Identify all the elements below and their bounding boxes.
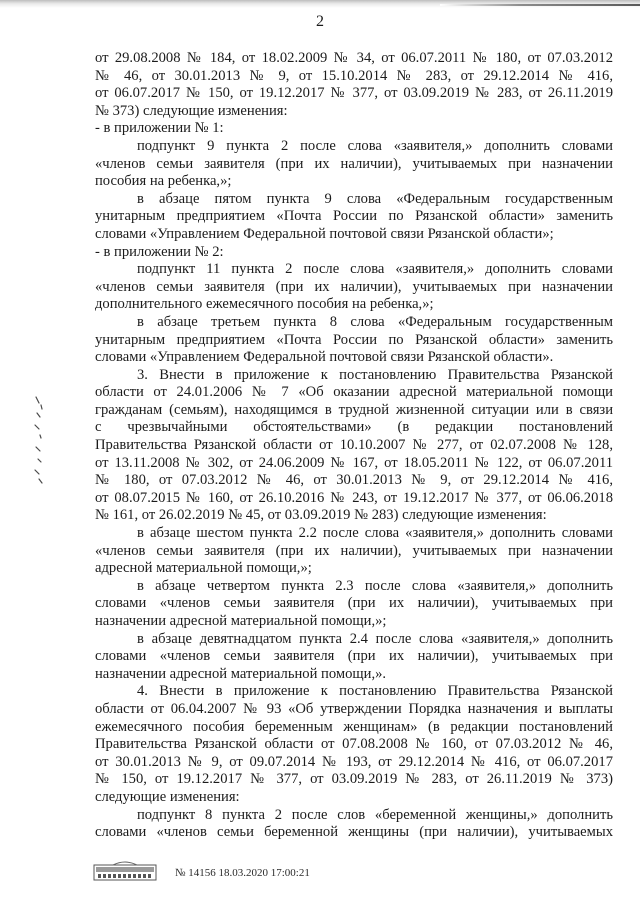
paragraph [95, 314, 613, 367]
text-line: словами «Управлением Федеральной почтовой связи Рязанской области»; [95, 225, 554, 242]
page-number: 2 [316, 13, 324, 30]
text-line: подпункт 8 пункта 2 после слов «беременной женщины,» дополнить [137, 806, 613, 823]
registration-stamp [93, 859, 157, 883]
text-line: от 30.01.2013 № 9, от 09.07.2014 № 193, от 29.12.2014 № 416, от 06.07.2017 [95, 753, 613, 770]
text-line: назначении адресной материальной помощи,». [95, 665, 387, 682]
text-line: в абзаце девятнадцатом пункта 2.4 после слова «заявителя,» дополнить [137, 630, 613, 647]
text-line: области от 06.04.2007 № 93 «Об утверждении Порядка назначения и выплаты [95, 700, 613, 717]
text-line: адресной материальной помощи,»; [95, 560, 312, 577]
paragraph [95, 138, 613, 191]
text-line: № 161, от 26.02.2019 № 45, от 03.09.2019 № 283) следующие изменения: [95, 507, 547, 524]
text-line: № 373) следующие изменения: [95, 102, 288, 119]
paragraph [95, 525, 613, 578]
text-line: дополнительного ежемесячного пособия на ребенка,»; [95, 296, 434, 313]
paragraph [95, 120, 613, 138]
text-line: от 13.11.2008 № 302, от 24.06.2009 № 167, от 18.05.2011 № 122, от 06.07.2011 [95, 454, 613, 471]
paragraph [95, 683, 613, 806]
text-line: гражданам (семьям), находящимся в трудной жизненной ситуации или в связи [95, 401, 613, 418]
text-line: от 29.08.2008 № 184, от 18.02.2009 № 34, от 06.07.2011 № 180, от 07.03.2012 [95, 50, 613, 66]
text-line: Правительства Рязанской области от 10.10.2007 № 277, от 02.07.2008 № 128, [95, 437, 613, 454]
text-line: - в приложении № 2: [95, 243, 224, 260]
text-line: от 06.07.2017 № 150, от 19.12.2017 № 377, от 03.09.2019 № 283, от 26.11.2019 [95, 85, 613, 102]
text-line: словами «Управлением Федеральной почтовой связи Рязанской области». [95, 349, 554, 366]
text-line: подпункт 11 пункта 2 после слова «заявителя,» дополнить словами [137, 261, 613, 278]
paragraph [95, 367, 613, 525]
text-line: 4. Внести в приложение к постановлению Правительства Рязанской [137, 683, 613, 700]
text-line: с чрезвычайными обстоятельствами» (в редакции постановлений [95, 419, 613, 436]
text-line: словами «членов семьи беременной женщины (при наличии), учитываемых [95, 824, 613, 841]
text-line: подпункт 9 пункта 2 после слова «заявителя,» дополнить словами [137, 137, 613, 154]
margin-marks [30, 395, 52, 485]
paragraph [95, 631, 613, 684]
text-line: следующие изменения: [95, 788, 240, 805]
text-line: назначении адресной материальной помощи,»; [95, 613, 387, 629]
paragraph [95, 244, 613, 262]
text-line: 3. Внести в приложение к постановлению Правительства Рязанской [137, 366, 613, 383]
text-line: унитарным предприятием «Почта России по Рязанской области» заменить [95, 208, 613, 225]
text-line: № 150, от 19.12.2017 № 377, от 03.09.2019 № 283, от 26.11.2019 № 373) [95, 771, 613, 788]
text-line: области от 24.01.2006 № 7 «Об оказании адресной материальной помощи [95, 384, 613, 401]
document-body [95, 50, 613, 842]
text-line: «членов семьи заявителя (при их наличии), учитываемых при назначении [95, 278, 613, 295]
text-line: № 180, от 07.03.2012 № 46, от 30.01.2013 № 9, от 29.12.2014 № 416, [95, 472, 613, 489]
paragraph [95, 191, 613, 244]
paragraph [95, 807, 613, 842]
text-line: Правительства Рязанской области от 07.08.2008 № 160, от 07.03.2012 № 46, [95, 736, 613, 753]
text-line: словами «членов семьи заявителя (при их наличии), учитываемых при [95, 648, 613, 665]
text-line: в абзаце четвертом пункта 2.3 после слова «заявителя,» дополнить [137, 577, 613, 594]
scan-streak [440, 4, 640, 6]
text-line: «членов семьи заявителя (при их наличии), учитываемых при назначении [95, 155, 613, 172]
text-line: от 08.07.2015 № 160, от 26.10.2016 № 243, от 19.12.2017 № 377, от 06.06.2018 [95, 489, 613, 506]
text-line: словами «членов семьи заявителя (при их наличии), учитываемых при [95, 595, 613, 612]
document-registration-ref: № 14156 18.03.2020 17:00:21 [175, 867, 310, 879]
paragraph [95, 50, 613, 120]
text-line: - в приложении № 1: [95, 120, 224, 137]
paragraph [95, 261, 613, 314]
text-line: в абзаце пятом пункта 9 слова «Федеральным государственным [137, 190, 613, 207]
paragraph [95, 578, 613, 631]
text-line: в абзаце третьем пункта 8 слова «Федеральным государственным [137, 313, 613, 330]
text-line: пособия на ребенка,»; [95, 173, 232, 190]
text-line: ежемесячного пособия беременным женщинам» (в редакции постановлений [95, 718, 613, 735]
text-line: в абзаце шестом пункта 2.2 после слова «заявителя,» дополнить словами [137, 525, 613, 542]
text-line: «членов семьи заявителя (при их наличии), учитываемых при назначении [95, 542, 613, 559]
text-line: унитарным предприятием «Почта России по Рязанской области» заменить [95, 331, 613, 348]
text-line: № 46, от 30.01.2013 № 9, от 15.10.2014 № 283, от 29.12.2014 № 416, [95, 67, 613, 84]
